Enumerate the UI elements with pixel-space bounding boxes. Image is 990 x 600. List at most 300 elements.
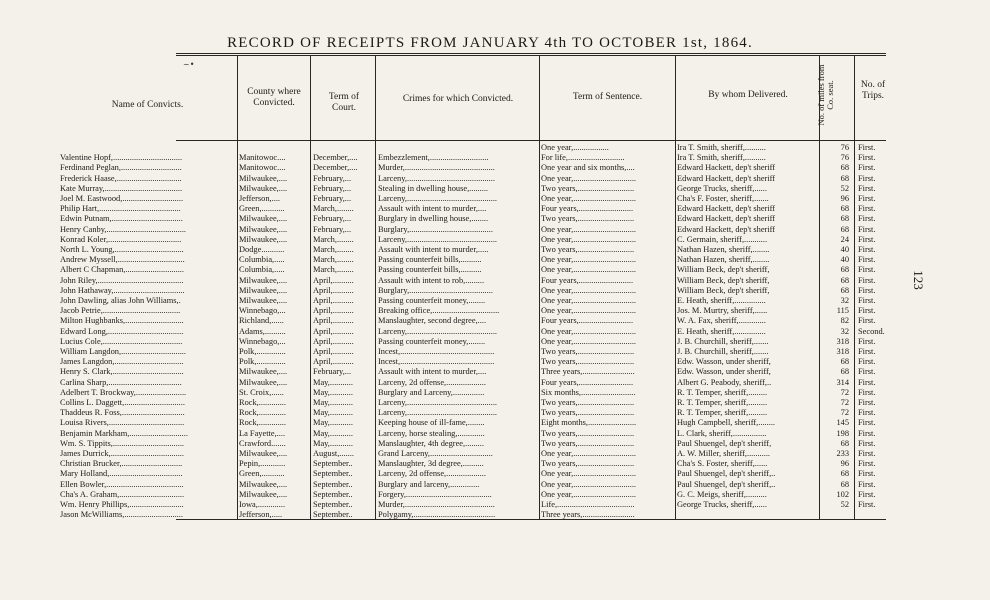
cell-miles: 32: [840, 326, 849, 336]
cell-name: Louisa Rivers,....................................: [60, 418, 185, 428]
cell-trips: First.: [858, 449, 876, 458]
cell-miles: 72: [840, 408, 849, 418]
cell-name: James Durrick,...................................: [60, 449, 184, 458]
cell-name: Edwin Putnam,..................................: [60, 214, 183, 224]
cell-term: May,...........: [313, 418, 353, 428]
cell-miles: 68: [840, 265, 849, 275]
cell-crime: Forgery,.........................................: [378, 489, 492, 499]
cell-delivered: Jos. M. Murtry, sheriff,......: [677, 306, 768, 316]
header-sentence: Term of Sentence.: [572, 92, 643, 102]
page-title: RECORD OF RECEIPTS FROM JANUARY 4th TO OCTOBER 1st, 1864.: [227, 35, 753, 51]
cell-delivered: Edward Hackett, dep't sheriff: [677, 163, 776, 173]
cell-miles: 96: [840, 194, 849, 203]
cell-term: April,..........: [313, 336, 354, 346]
cell-miles: 72: [840, 398, 849, 407]
cell-trips: First.: [858, 306, 876, 316]
cell-delivered: Hugh Campbell, sheriff,........: [677, 418, 776, 428]
cell-county: Manitowoc....: [239, 163, 286, 173]
cell-crime: Larceny,...........................................: [378, 194, 498, 203]
cell-name: North L. Young,.................................: [60, 245, 184, 254]
cell-delivered: C. Germain, sheriff,...........: [677, 234, 768, 244]
cell-delivered: Edward Hackett, dep't sheriff: [677, 173, 776, 183]
cell-name: John Dawling, alias John Williams,.: [60, 296, 181, 305]
cell-term: [313, 143, 374, 153]
cell-sentence: One year,..............................: [541, 296, 637, 305]
cell-crime: Passing counterfeit bills,..........: [378, 255, 482, 265]
cell-term: April,..........: [313, 347, 354, 356]
cell-name: Ellen Bowler,.....................................: [60, 479, 184, 489]
cell-county: Columbia,.....: [239, 255, 285, 265]
header-county: County where Convicted.: [247, 87, 301, 108]
cell-term: February,...: [313, 194, 352, 203]
cell-name: Ferdinand Peglan,.............................: [60, 163, 182, 173]
cell-miles: 314: [836, 377, 849, 387]
cell-term: May,...........: [313, 387, 353, 397]
cell-delivered: A. W. Miller, sheriff,...........: [677, 449, 771, 458]
cell-sentence: One year,..............................: [541, 306, 637, 316]
cell-term: February,...: [313, 173, 352, 183]
cell-crime: Larceny,...........................................: [378, 234, 498, 244]
cell-trips: First.: [858, 265, 876, 275]
cell-sentence: One year,.................: [541, 143, 609, 152]
cell-county: Columbia,.....: [239, 265, 285, 275]
cell-name: Frederick Haase,...............................: [60, 173, 182, 183]
cell-crime: Larceny,...........................................: [378, 408, 498, 418]
cell-crime: Stealing in dwelling house,.........: [378, 183, 489, 193]
cell-trips: First.: [858, 173, 876, 183]
cell-trips: First.: [858, 296, 876, 305]
header-trips: No. of Trips.: [860, 80, 886, 101]
cell-name: Wm. Henry Phillips,..........................: [60, 500, 184, 509]
cell-miles: 68: [840, 214, 849, 224]
cell-county: Winnebago,...: [239, 336, 286, 346]
cell-name: Thaddeus R. Foss,..............................: [60, 408, 185, 418]
cell-miles: 145: [836, 418, 849, 428]
cell-term: September..: [313, 479, 353, 489]
cell-county: [239, 143, 309, 153]
cell-county: Crawford.......: [239, 438, 286, 448]
cell-crime: Embezzlement,............................: [378, 153, 489, 163]
cell-sentence: Eight months,.......................: [541, 418, 637, 428]
cell-crime: Passing counterfeit money,........: [378, 336, 486, 346]
cell-sentence: One year,..............................: [541, 336, 637, 346]
cell-sentence: One year,..............................: [541, 479, 637, 489]
cell-sentence: Four years,..........................: [541, 377, 634, 387]
cell-trips: First.: [858, 194, 876, 203]
cell-term: April,..........: [313, 326, 354, 336]
cell-delivered: William Beck, dep't sheriff,: [677, 285, 770, 295]
cell-trips: [858, 510, 890, 520]
cell-miles: 318: [836, 347, 849, 356]
top-rule: [176, 53, 886, 54]
cell-trips: First.: [858, 469, 876, 479]
cell-county: Jefferson,.....: [239, 510, 283, 520]
col-divider-2: [310, 56, 311, 519]
cell-trips: First.: [858, 214, 876, 224]
cell-sentence: One year,..............................: [541, 489, 637, 499]
cell-sentence: One year,..............................: [541, 469, 637, 479]
header-delivered: By whom Delivered.: [708, 90, 788, 100]
cell-delivered: G. C. Meigs, sheriff,..........: [677, 489, 767, 499]
cell-miles: 24: [840, 234, 849, 244]
cell-crime: Manslaughter, 4th degree,.........: [378, 438, 484, 448]
cell-name: Cha's A. Graham,...............................: [60, 489, 185, 499]
cell-crime: Larceny, 2d offense,...................: [378, 469, 486, 479]
cell-county: Rock,.............: [239, 398, 286, 407]
cell-delivered: Nathan Hazen, sheriff,........: [677, 255, 770, 265]
cell-sentence: One year,..............................: [541, 194, 637, 203]
col-divider-5: [675, 56, 676, 519]
cell-county: Milwaukee,....: [239, 479, 288, 489]
cell-sentence: One year,..............................: [541, 265, 637, 275]
cell-name: Jacob Petrie,.....................................: [60, 306, 181, 316]
cell-delivered: Edward Hackett, dep't sheriff: [677, 204, 776, 214]
cell-miles: 82: [840, 316, 849, 326]
cell-delivered: W. A. Fax, sheriff,.............: [677, 316, 766, 326]
cell-name: Konrad Koler,...................................: [60, 234, 182, 244]
cell-trips: First.: [858, 143, 876, 152]
cell-name: Joel M. Eastwood,.............................: [60, 194, 184, 203]
cell-delivered: Albert G. Peabody, sheriff,..: [677, 377, 772, 387]
cell-name: Kate Murray,.....................................: [60, 183, 183, 193]
cell-miles: 68: [840, 479, 849, 489]
cell-delivered: George Trucks, sheriff,......: [677, 183, 767, 193]
cell-delivered: [677, 510, 818, 520]
cell-sentence: Two years,...........................: [541, 347, 635, 356]
cell-county: Rock,.............: [239, 408, 286, 418]
cell-sentence: Four years,..........................: [541, 204, 634, 214]
cell-term: September..: [313, 500, 353, 509]
cell-delivered: Paul Shuengel, dep't sheriff,..: [677, 469, 776, 479]
cell-miles: 115: [836, 306, 849, 316]
cell-sentence: Four years,..........................: [541, 275, 634, 285]
cell-sentence: Two years,...........................: [541, 459, 635, 469]
cell-delivered: Paul Shuengel, dep't sheriff,..: [677, 479, 776, 489]
page-number: 123: [910, 270, 926, 290]
cell-miles: 96: [840, 459, 849, 469]
cell-trips: First.: [858, 428, 876, 438]
cell-trips: First.: [858, 418, 876, 428]
cell-county: Milwaukee,....: [239, 234, 288, 244]
cell-sentence: Two years,...........................: [541, 245, 635, 254]
cell-county: Adams,..........: [239, 326, 286, 336]
cell-term: April,..........: [313, 296, 354, 305]
cell-trips: First.: [858, 489, 876, 499]
cell-miles: 32: [840, 296, 849, 305]
cell-crime: [378, 143, 538, 153]
cell-term: May,...........: [313, 428, 353, 438]
cell-trips: First.: [858, 347, 876, 356]
cell-miles: 68: [840, 163, 849, 173]
cell-term: April,..........: [313, 306, 354, 316]
cell-name: Andrew Myssell,................................: [60, 255, 185, 265]
cell-county: Milwaukee,....: [239, 377, 288, 387]
cell-name: James Langdon,.................................: [60, 357, 184, 367]
cell-county: Milwaukee,....: [239, 285, 288, 295]
cell-trips: First.: [858, 408, 876, 418]
cell-county: Polk,..............: [239, 357, 286, 367]
cell-term: April,..........: [313, 357, 354, 367]
cell-county: Rock,.............: [239, 418, 286, 428]
cell-delivered: Cha's F. Foster, sheriff,.......: [677, 194, 769, 203]
cell-term: August,.......: [313, 449, 354, 458]
cell-sentence: Six months,..........................: [541, 387, 636, 397]
cell-name: Lucius Cole,......................................: [60, 336, 183, 346]
col-divider-4: [539, 56, 540, 519]
cell-name: Adelbert T. Brockway,........................: [60, 387, 187, 397]
cell-delivered: Paul Shuengel, dep't sheriff,: [677, 438, 772, 448]
cell-term: December,....: [313, 153, 358, 163]
cell-county: Milwaukee,....: [239, 367, 288, 377]
cell-sentence: Two years,...........................: [541, 438, 635, 448]
cell-term: September..: [313, 459, 353, 469]
cell-sentence: Two years,...........................: [541, 398, 635, 407]
cell-trips: First.: [858, 479, 876, 489]
ornament-mark: ∼•: [183, 60, 195, 69]
cell-trips: First.: [858, 459, 876, 469]
cell-miles: 68: [840, 224, 849, 234]
cell-county: Milwaukee,....: [239, 296, 288, 305]
cell-crime: Manslaughter, second degree,....: [378, 316, 487, 326]
cell-miles: 102: [836, 489, 849, 499]
cell-trips: First.: [858, 377, 876, 387]
cell-delivered: Nathan Hazen, sheriff,........: [677, 245, 770, 254]
cell-term: April,..........: [313, 275, 354, 285]
cell-crime: Larceny,...........................................: [378, 398, 498, 407]
cell-name: Collins L. Daggett,.............................: [60, 398, 185, 407]
cell-term: March,........: [313, 255, 354, 265]
cell-sentence: One year,..............................: [541, 173, 637, 183]
cell-term: February,...: [313, 214, 352, 224]
cell-county: Green,...........: [239, 204, 285, 214]
cell-name: Mary Holland,...................................: [60, 469, 183, 479]
cell-trips: First.: [858, 500, 876, 509]
cell-county: Jefferson,....: [239, 194, 281, 203]
cell-trips: First.: [858, 204, 876, 214]
cell-delivered: J. B. Churchill, sheriff,.......: [677, 336, 769, 346]
cell-crime: Keeping house of ill-fame,........: [378, 418, 485, 428]
cell-delivered: Ira T. Smith, sheriff,..........: [677, 143, 766, 152]
cell-term: September..: [313, 489, 353, 499]
cell-county: Green,...........: [239, 469, 285, 479]
cell-delivered: R. T. Temper, sheriff,.........: [677, 408, 768, 418]
cell-sentence: For life,...........................: [541, 153, 625, 163]
cell-name: Milton Hughbanks,............................: [60, 316, 184, 326]
cell-name: Philip Hart,.......................................: [60, 204, 181, 214]
cell-term: February,...: [313, 367, 352, 377]
cell-name: John Riley,.........................................: [60, 275, 184, 285]
cell-crime: Larceny, 2d offense,...................: [378, 377, 486, 387]
cell-name: [60, 143, 236, 153]
cell-trips: First.: [858, 153, 876, 163]
cell-miles: 68: [840, 367, 849, 377]
cell-miles: 68: [840, 357, 849, 367]
cell-sentence: Three years,.........................: [541, 367, 635, 377]
cell-term: March,........: [313, 204, 354, 214]
cell-crime: Incest,.............................................: [378, 357, 495, 367]
cell-county: Richland,......: [239, 316, 284, 326]
top-rule-thin: [176, 55, 886, 56]
cell-name: Christian Brucker,.............................: [60, 459, 183, 469]
cell-sentence: One year,..............................: [541, 255, 637, 265]
cell-trips: First.: [858, 367, 876, 377]
cell-county: Dodge...........: [239, 245, 285, 254]
cell-crime: Murder,...........................................: [378, 500, 495, 509]
cell-trips: First.: [858, 183, 876, 193]
cell-crime: Burglary,........................................: [378, 224, 493, 234]
cell-term: April,..........: [313, 316, 354, 326]
cell-county: Milwaukee,....: [239, 214, 288, 224]
cell-term: May,...........: [313, 408, 353, 418]
cell-crime: Assault with intent to murder,.....: [378, 245, 489, 254]
cell-sentence: Two years,...........................: [541, 428, 635, 438]
cell-crime: Passing counterfeit money,........: [378, 296, 486, 305]
cell-trips: First.: [858, 387, 876, 397]
cell-crime: Burglary,........................................: [378, 285, 493, 295]
cell-county: Manitowoc....: [239, 153, 286, 163]
cell-miles: 40: [840, 245, 849, 254]
cell-miles: 76: [840, 143, 849, 152]
cell-delivered: George Trucks, sheriff,......: [677, 500, 767, 509]
cell-county: Iowa,.............: [239, 500, 286, 509]
cell-name: Jason McWilliams,............................: [60, 510, 183, 520]
cell-term: May,...........: [313, 438, 353, 448]
cell-term: February,...: [313, 224, 352, 234]
cell-delivered: Cha's S. Foster, sheriff,......: [677, 459, 768, 469]
cell-term: March,........: [313, 265, 354, 275]
cell-county: Pepin,............: [239, 459, 286, 469]
cell-miles: 68: [840, 173, 849, 183]
cell-name: Benjamin Markham,............................: [60, 428, 188, 438]
cell-delivered: R. T. Temper, sheriff,.........: [677, 387, 768, 397]
cell-miles: 318: [836, 336, 849, 346]
cell-delivered: Ira T. Smith, sheriff,..........: [677, 153, 766, 163]
cell-sentence: One year,..............................: [541, 449, 637, 458]
cell-trips: First.: [858, 438, 876, 448]
cell-delivered: Edward Hackett, dep't sheriff: [677, 214, 776, 224]
col-divider-3: [375, 56, 376, 519]
cell-delivered: William Beck, dep't sheriff,: [677, 275, 770, 285]
cell-delivered: R. T. Temper, sheriff,.........: [677, 398, 768, 407]
cell-miles: 68: [840, 204, 849, 214]
header-name: Name of Convicts.: [111, 100, 184, 110]
cell-trips: First.: [858, 245, 876, 254]
cell-name: Henry S. Clark,..................................: [60, 367, 184, 377]
cell-trips: First.: [858, 234, 876, 244]
col-divider-1: [237, 56, 238, 519]
cell-term: December,....: [313, 163, 358, 173]
cell-sentence: Two years,...........................: [541, 214, 635, 224]
cell-term: September..: [313, 469, 353, 479]
cell-delivered: Edw. Wasson, under sheriff,: [677, 367, 771, 377]
cell-name: John Hathaway,..................................: [60, 285, 185, 295]
cell-county: Milwaukee,....: [239, 449, 288, 458]
cell-name: William Langdon,...............................: [60, 347, 186, 356]
col-divider-7: [854, 56, 855, 519]
cell-county: Milwaukee,....: [239, 224, 288, 234]
cell-crime: Grand Larceny,..............................: [378, 449, 493, 458]
cell-miles: 76: [840, 153, 849, 163]
header-bottom-rule: [176, 140, 886, 141]
cell-miles: 68: [840, 438, 849, 448]
cell-crime: Larceny,..........................................: [378, 173, 495, 183]
cell-term: May,...........: [313, 398, 353, 407]
cell-name: Albert C Chapman,............................: [60, 265, 184, 275]
cell-miles: 68: [840, 285, 849, 295]
cell-term: September..: [313, 510, 353, 520]
cell-delivered: Edw. Wasson, under sheriff,: [677, 357, 771, 367]
header-miles: No. of miles from Co. seat.: [816, 64, 835, 126]
cell-term: May,...........: [313, 377, 353, 387]
cell-delivered: William Beck, dep't sheriff,: [677, 265, 770, 275]
cell-sentence: One year,..............................: [541, 224, 637, 234]
cell-trips: First.: [858, 275, 876, 285]
cell-trips: First.: [858, 163, 876, 173]
cell-sentence: One year,..............................: [541, 326, 637, 336]
cell-miles: 68: [840, 275, 849, 285]
cell-trips: First.: [858, 285, 876, 295]
cell-miles: 68: [840, 469, 849, 479]
cell-crime: Murder,...........................................: [378, 163, 495, 173]
cell-trips: Second.: [858, 326, 885, 336]
cell-sentence: Two years,...........................: [541, 357, 635, 367]
cell-miles: 52: [840, 500, 849, 509]
cell-miles: 40: [840, 255, 849, 265]
cell-crime: Larceny, horse stealing,.............: [378, 428, 485, 438]
cell-trips: First.: [858, 255, 876, 265]
header-crimes: Crimes for which Convicted.: [402, 94, 514, 104]
cell-crime: Passing counterfeit bills,..........: [378, 265, 482, 275]
cell-sentence: One year and six months,....: [541, 163, 635, 173]
cell-sentence: Life,.....................................: [541, 500, 635, 509]
cell-sentence: Four years,..........................: [541, 316, 634, 326]
cell-miles: [820, 510, 849, 520]
cell-name: Wm. S. Tippits,..................................: [60, 438, 185, 448]
cell-county: La Fayette,....: [239, 428, 286, 438]
cell-crime: Assault with intent to murder,....: [378, 204, 487, 214]
cell-trips: First.: [858, 398, 876, 407]
cell-term: March,........: [313, 234, 354, 244]
cell-delivered: Edward Hackett, dep't sheriff: [677, 224, 776, 234]
cell-county: St. Croix,......: [239, 387, 284, 397]
cell-county: Milwaukee,....: [239, 183, 288, 193]
cell-sentence: One year,..............................: [541, 234, 637, 244]
cell-crime: Burglary and Larceny,...............: [378, 387, 485, 397]
cell-trips: First.: [858, 336, 876, 346]
cell-trips: First.: [858, 316, 876, 326]
cell-crime: Polygamy,.......................................: [378, 510, 496, 520]
cell-crime: Incest,.............................................: [378, 347, 495, 356]
header-term-court: Term of Court.: [328, 92, 360, 113]
cell-crime: Burglary in dwelling house,........: [378, 214, 489, 224]
cell-name: Henry Canby,......................................: [60, 224, 187, 234]
cell-crime: Assault with intent to murder,....: [378, 367, 487, 377]
cell-miles: 72: [840, 387, 849, 397]
cell-county: Polk,..............: [239, 347, 286, 356]
cell-county: Milwaukee,....: [239, 489, 288, 499]
cell-crime: Manslaughter, 3d degree,..........: [378, 459, 484, 469]
cell-name: Edward Long,....................................: [60, 326, 184, 336]
cell-crime: Larceny,...........................................: [378, 326, 498, 336]
cell-sentence: Two years,...........................: [541, 408, 635, 418]
cell-delivered: E. Heath, sheriff,...............: [677, 296, 766, 305]
cell-sentence: One year,..............................: [541, 285, 637, 295]
cell-crime: Assault with intent to rob,.........: [378, 275, 485, 285]
cell-miles: 198: [836, 428, 849, 438]
cell-county: Milwaukee,....: [239, 275, 288, 285]
cell-name: Valentine Hopf,.................................: [60, 153, 183, 163]
cell-crime: Breaking office,................................: [378, 306, 500, 316]
